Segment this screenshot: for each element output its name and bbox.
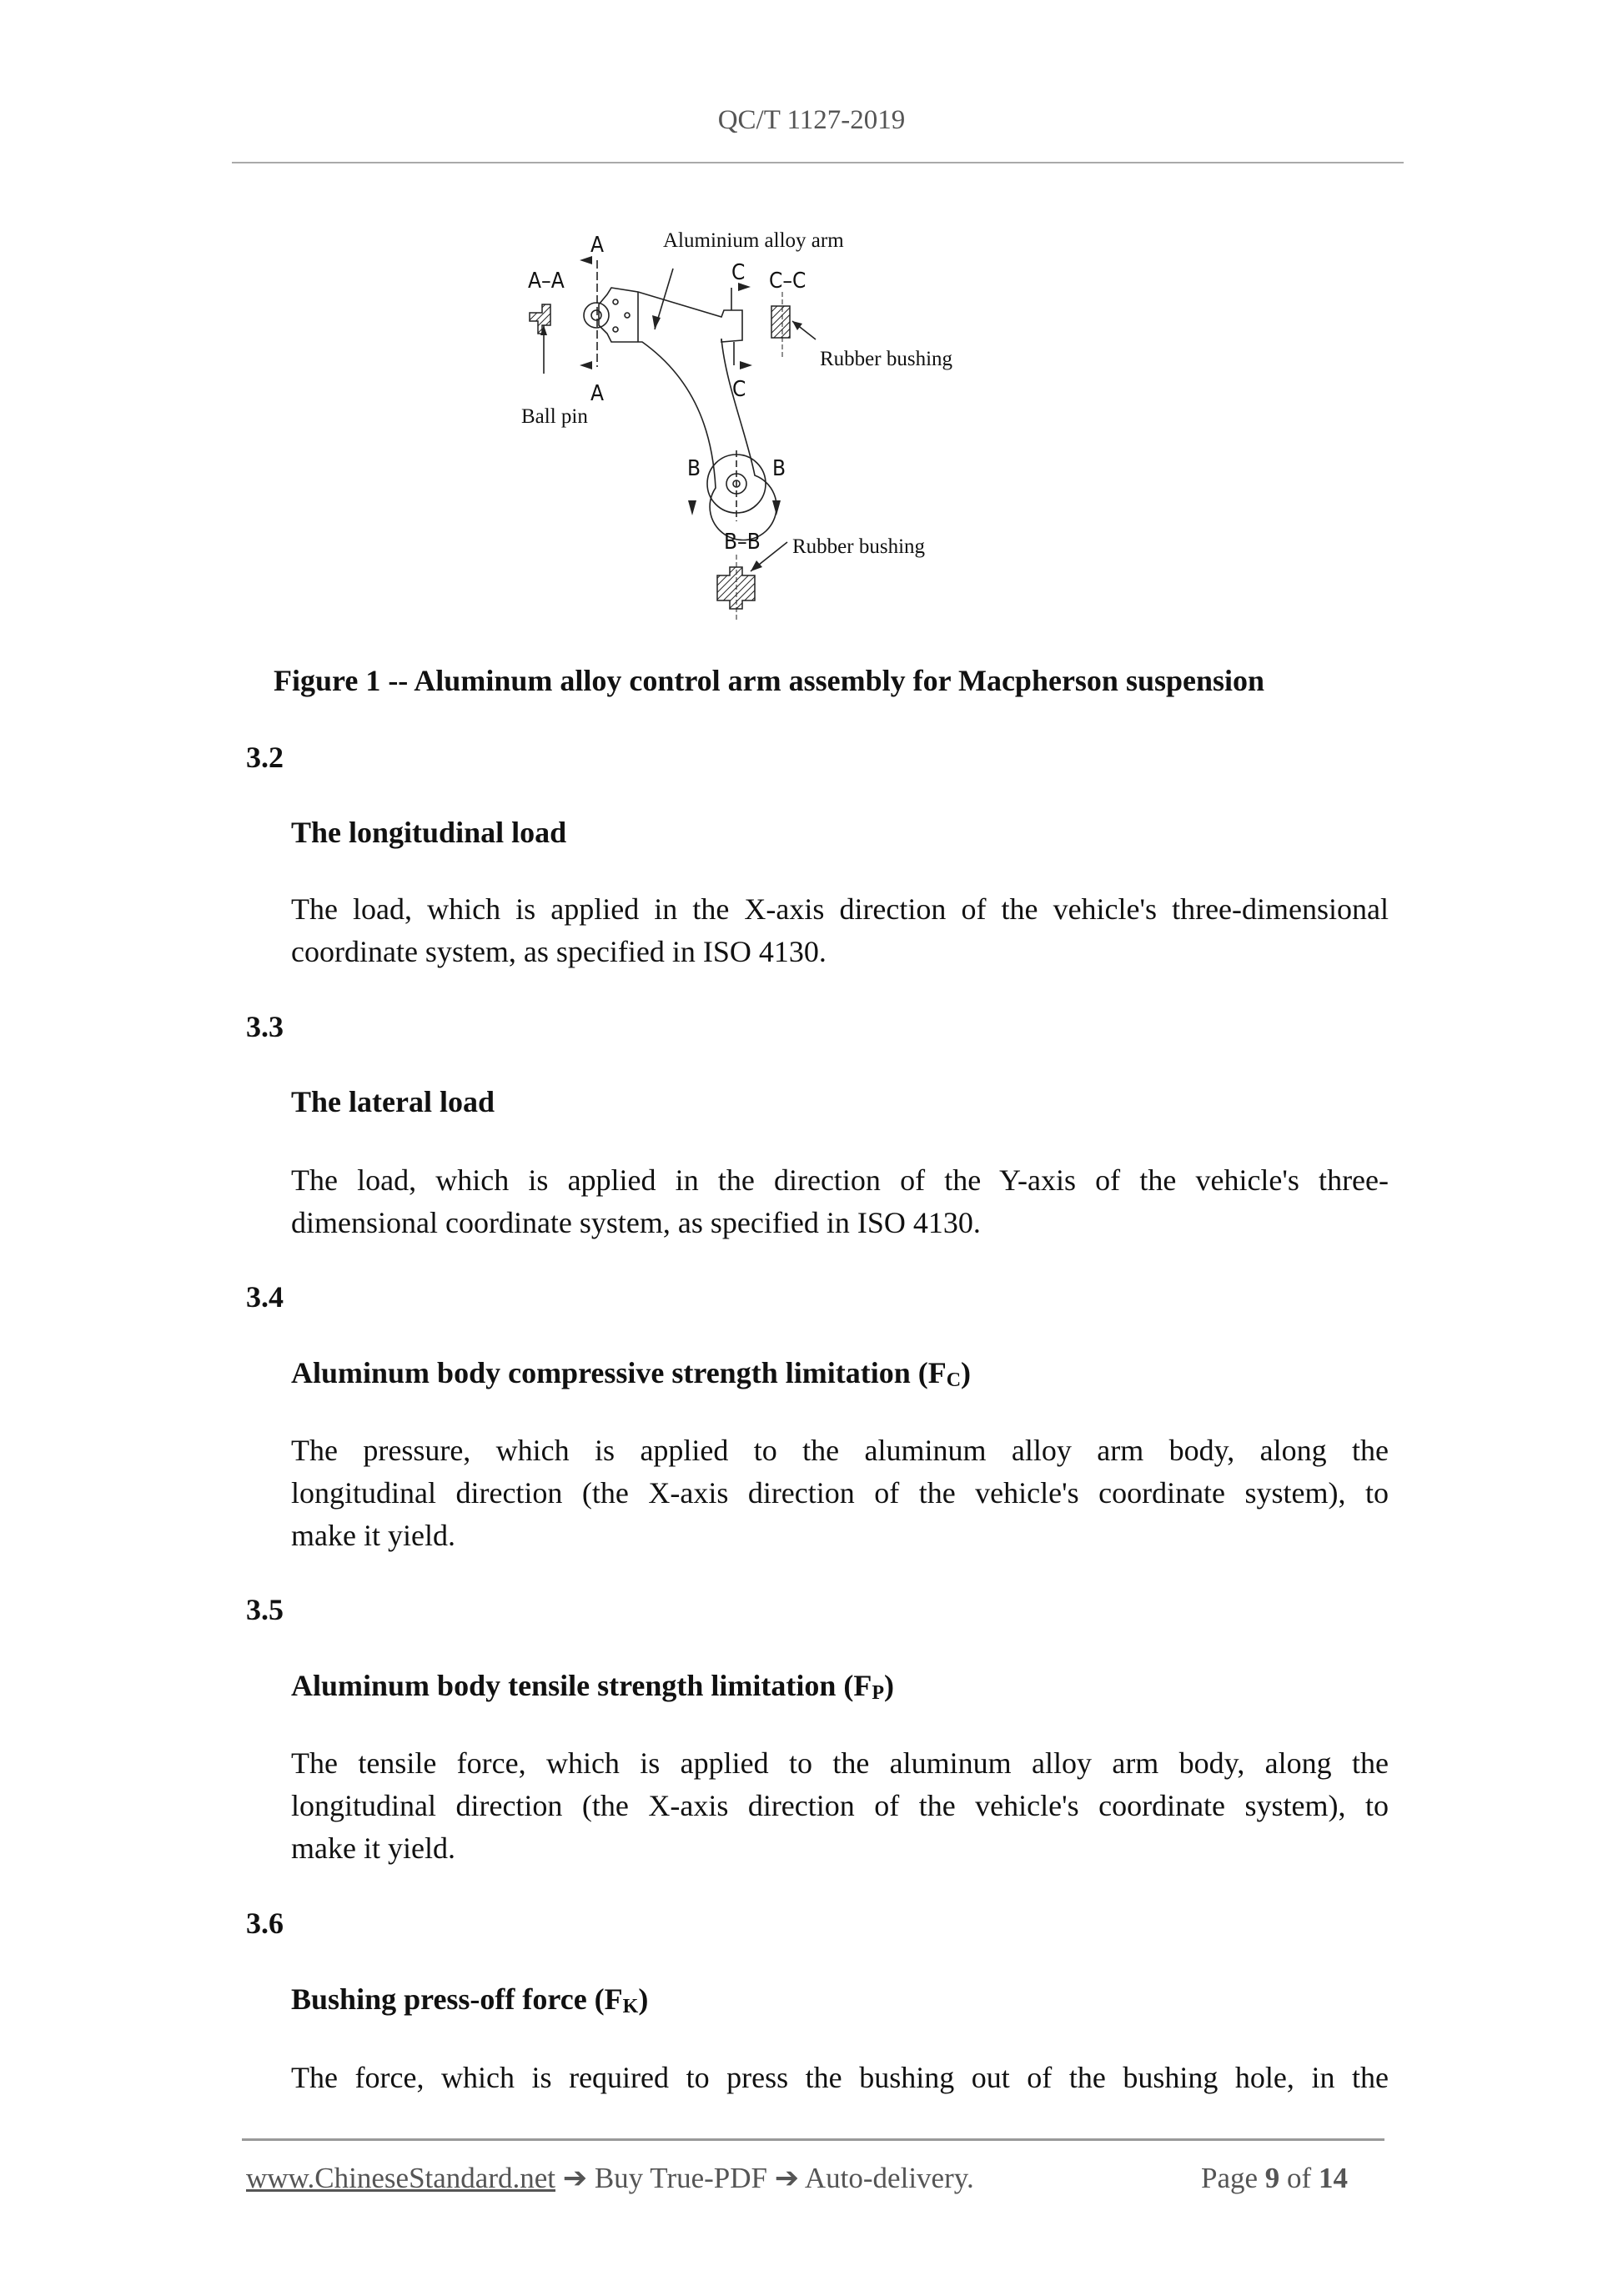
paragraph-line: longitudinal direction (the X-axis direction of the vehicle's coordinate system), to xyxy=(291,1476,1389,1510)
section-c-bottom: C xyxy=(732,377,746,402)
paragraph-line: The force, which is required to press the bushing out of the bushing hole, in the xyxy=(291,2061,1389,2094)
section-c-top: C xyxy=(731,260,746,285)
paragraph-line: The load, which is applied in the direction of the Y-axis of the vehicle's three- xyxy=(291,1163,1389,1197)
section-heading: Bushing press-off force $(F_K)$ xyxy=(291,1982,649,2017)
section-a-bottom: A xyxy=(590,381,604,406)
section-number: 3.2 xyxy=(246,741,284,774)
heading-subscript: K xyxy=(622,1996,639,2017)
delivery-text: Auto-delivery. xyxy=(804,2162,974,2194)
paragraph-line: The pressure, which is applied to the aluminum alloy arm body, along the xyxy=(291,1434,1389,1467)
chinesestandard-link[interactable]: www.ChineseStandard.net xyxy=(246,2162,555,2194)
page-indicator xyxy=(1201,2162,1348,2195)
section-bb-label: B–B xyxy=(724,530,761,555)
ball-pin-label: Ball pin xyxy=(521,405,588,428)
rubber-bushing-label-top: Rubber bushing xyxy=(820,348,953,370)
arrow-icon: ➔ xyxy=(774,2162,800,2194)
section-b-right: B xyxy=(772,456,786,481)
paragraph-line: longitudinal direction (the X-axis direction of the vehicle's coordinate system), to xyxy=(291,1789,1389,1822)
paragraph-line: make it yield. xyxy=(291,1519,455,1552)
rubber-bushing-label-bottom: Rubber bushing xyxy=(792,535,926,558)
paragraph-line: The load, which is applied in the X-axis direction of the vehicle's three-dimensional xyxy=(291,892,1389,926)
section-heading xyxy=(291,815,566,850)
section-a-top: A xyxy=(590,233,604,258)
section-paragraph xyxy=(291,888,1389,973)
page-total: 14 xyxy=(1318,2162,1348,2194)
footer-promo xyxy=(246,2162,974,2195)
page-number: 9 xyxy=(1264,2162,1280,2194)
section-number: 3.5 xyxy=(246,1593,284,1626)
paragraph-line: dimensional coordinate system, as specified in ISO 4130. xyxy=(291,1206,981,1239)
heading-text: Aluminum body tensile strength limitation (F xyxy=(291,1669,872,1702)
arrow-icon: ➔ xyxy=(562,2162,588,2194)
paragraph-line: make it yield. xyxy=(291,1831,455,1865)
figure-caption: Figure 1 -- Aluminum alloy control arm assembly for Macpherson suspension xyxy=(274,664,1265,697)
section-heading xyxy=(291,1084,495,1119)
section-paragraph xyxy=(291,1159,1389,1244)
page-label: Page xyxy=(1201,2162,1259,2194)
heading-text: The lateral load xyxy=(291,1085,495,1118)
section-heading: Aluminum body compressive strength limitation $(F_C)$ xyxy=(291,1356,972,1391)
buy-text: Buy True-PDF xyxy=(594,2162,767,2194)
heading-text: The longitudinal load xyxy=(291,816,567,849)
paragraph-line: coordinate system, as specified in ISO 4130. xyxy=(291,935,827,968)
heading-text: Bushing press-off force (F xyxy=(291,1982,623,2016)
heading-subscript: C xyxy=(946,1369,962,1391)
paragraph-line: The tensile force, which is applied to the aluminum alloy arm body, along the xyxy=(291,1746,1389,1780)
control-arm-figure xyxy=(500,200,1168,634)
footer-divider xyxy=(242,2138,1384,2141)
heading-text: Aluminum body compressive strength limitation (F xyxy=(291,1356,947,1389)
section-paragraph xyxy=(291,1429,1389,1557)
header-divider xyxy=(232,162,1404,163)
section-cc-label: C–C xyxy=(769,269,806,294)
document-code-header: QC/T 1127-2019 xyxy=(717,105,906,135)
heading-subscript: P xyxy=(872,1682,885,1704)
section-aa-label: A–A xyxy=(528,269,565,294)
section-b-left: B xyxy=(687,456,701,481)
section-heading: Aluminum body tensile strength limitation $(F_P)$ xyxy=(291,1669,895,1704)
section-paragraph xyxy=(291,1742,1389,1870)
section-number: 3.6 xyxy=(246,1907,284,1940)
section-paragraph xyxy=(291,2057,1389,2099)
arm-label: Aluminium alloy arm xyxy=(663,229,844,252)
of-label: of xyxy=(1287,2162,1312,2194)
section-number: 3.3 xyxy=(246,1010,284,1043)
section-number: 3.4 xyxy=(246,1280,284,1314)
